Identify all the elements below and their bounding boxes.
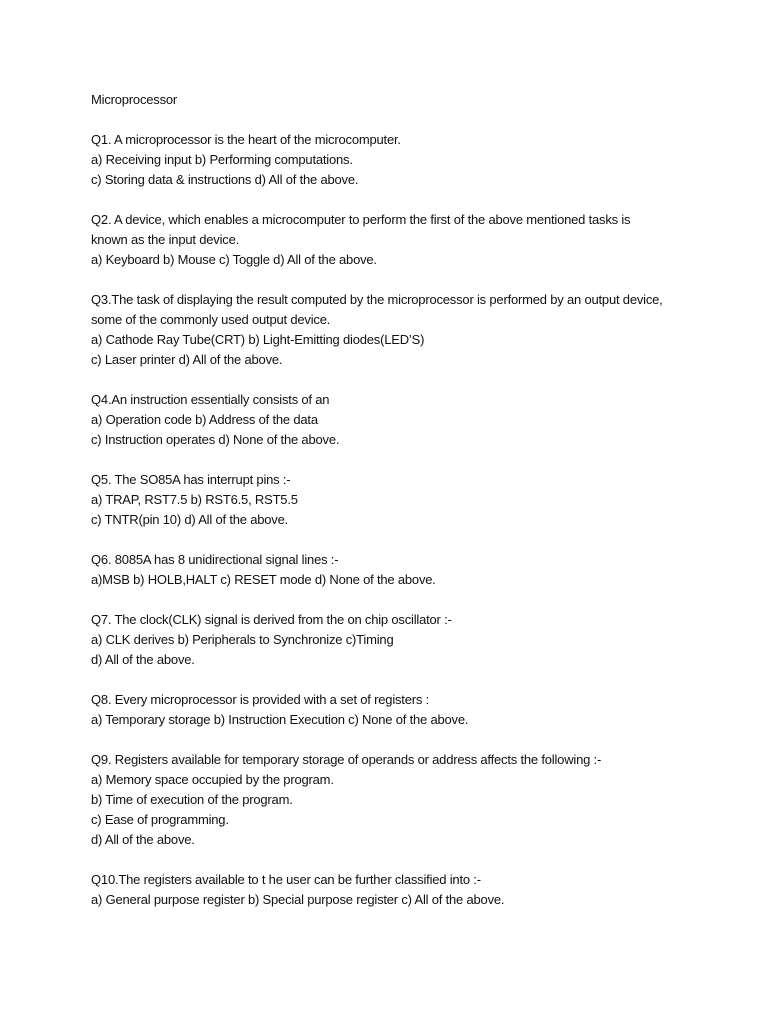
answer-options: a)MSB b) HOLB,HALT c) RESET mode d) None of the above. <box>91 572 436 587</box>
question-text: Q9. Registers available for temporary storage of operands or address affects the following :- <box>91 752 602 767</box>
answer-options: a) Memory space occupied by the program. <box>91 772 334 787</box>
question-text: known as the input device. <box>91 232 240 247</box>
question-block-q6 <box>91 550 691 590</box>
question-block-q2 <box>91 210 691 270</box>
question-block-q10 <box>91 870 691 910</box>
answer-options: a) Receiving input b) Performing computations. <box>91 152 353 167</box>
question-text: Q5. The SO85A has interrupt pins :- <box>91 472 291 487</box>
answer-options: c) Storing data & instructions d) All of the above. <box>91 172 359 187</box>
answer-options: c) Instruction operates d) None of the above. <box>91 432 340 447</box>
answer-options: d) All of the above. <box>91 832 195 847</box>
answer-options: c) Laser printer d) All of the above. <box>91 352 283 367</box>
document-title: Microprocessor <box>91 92 178 107</box>
question-text: Q6. 8085A has 8 unidirectional signal lines :- <box>91 552 339 567</box>
answer-options: a) Keyboard b) Mouse c) Toggle d) All of the above. <box>91 252 377 267</box>
question-block-q7 <box>91 610 691 670</box>
answer-options: a) General purpose register b) Special purpose register c) All of the above. <box>91 892 505 907</box>
answer-options: c) Ease of programming. <box>91 812 229 827</box>
question-text: Q3.The task of displaying the result computed by the microprocessor is performed by an output device, <box>91 292 663 307</box>
question-text: Q4.An instruction essentially consists of an <box>91 392 330 407</box>
document-body <box>91 90 691 930</box>
answer-options: a) Operation code b) Address of the data <box>91 412 318 427</box>
question-text: Q7. The clock(CLK) signal is derived from the on chip oscillator :- <box>91 612 452 627</box>
answer-options: a) CLK derives b) Peripherals to Synchronize c)Timing <box>91 632 394 647</box>
question-block-q4 <box>91 390 691 450</box>
question-text: Q10.The registers available to t he user can be further classified into :- <box>91 872 481 887</box>
question-text: some of the commonly used output device. <box>91 312 331 327</box>
question-block-q1 <box>91 130 691 190</box>
question-block-q9 <box>91 750 691 850</box>
answer-options: a) Cathode Ray Tube(CRT) b) Light-Emitting diodes(LED’S) <box>91 332 425 347</box>
answer-options: d) All of the above. <box>91 652 195 667</box>
answer-options: c) TNTR(pin 10) d) All of the above. <box>91 512 289 527</box>
answer-options: a) Temporary storage b) Instruction Execution c) None of the above. <box>91 712 469 727</box>
answer-options: a) TRAP, RST7.5 b) RST6.5, RST5.5 <box>91 492 298 507</box>
answer-options: b) Time of execution of the program. <box>91 792 293 807</box>
question-block-q5 <box>91 470 691 530</box>
question-text: Q1. A microprocessor is the heart of the microcomputer. <box>91 132 401 147</box>
question-text: Q8. Every microprocessor is provided with a set of registers : <box>91 692 430 707</box>
question-block-q3 <box>91 290 691 370</box>
question-block-q8 <box>91 690 691 730</box>
question-text: Q2. A device, which enables a microcomputer to perform the first of the above mentioned tasks is <box>91 212 631 227</box>
